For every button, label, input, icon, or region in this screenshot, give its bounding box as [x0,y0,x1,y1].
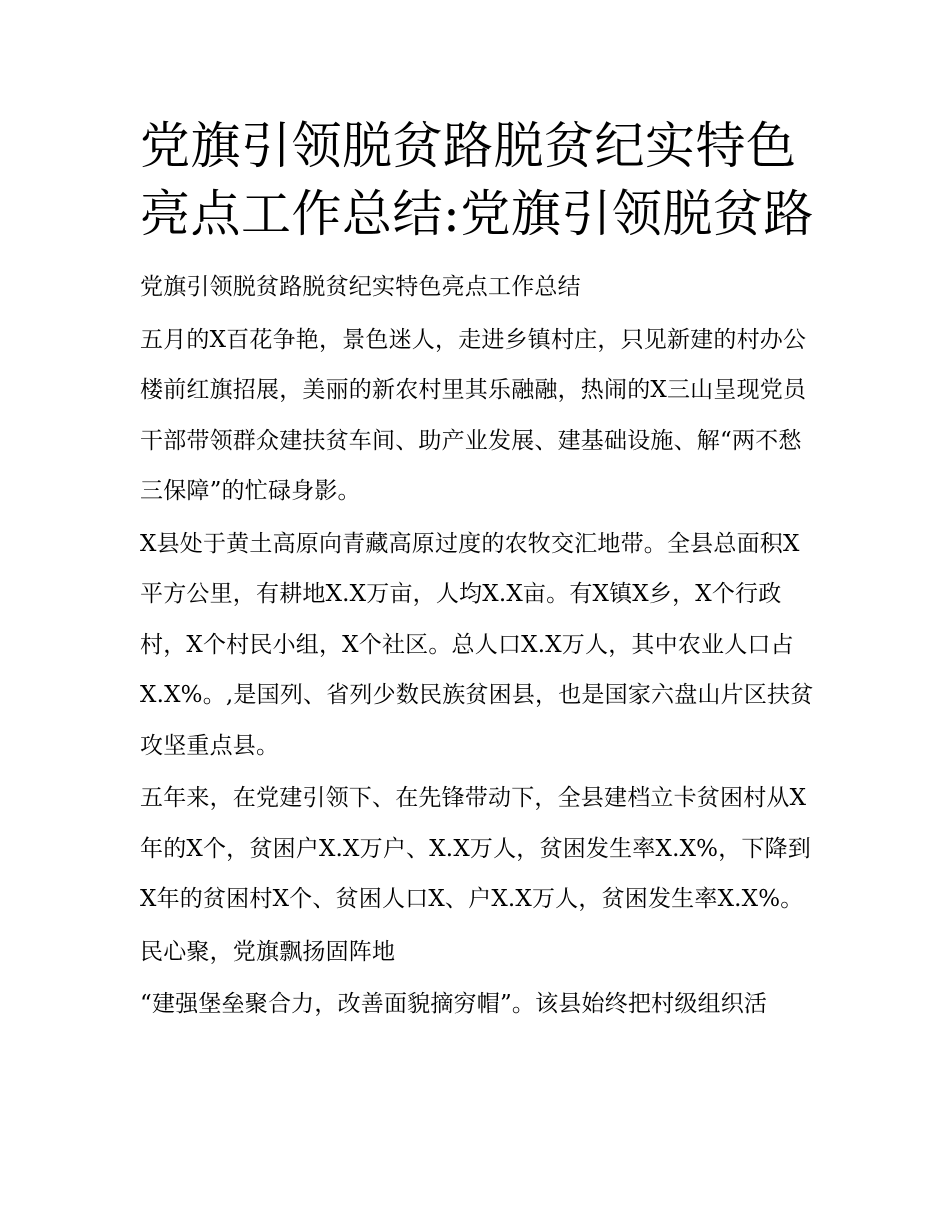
section-heading: 民心聚，党旗飘扬固阵地 [140,938,396,965]
paragraph-intro: 五月的X百花争艳，景色迷人，走进乡镇村庄，只见新建的村办公楼前红旗招展，美丽的新农村里其乐融融，热闹的X三山呈现党员干部带领群众建扶贫车间、助产业发展、建基础设施、解“两不愁三保障”的忙碌身影。 [140,326,807,504]
paragraph-five-years: 五年来，在党建引领下、在先锋带动下，全县建档立卡贫困村从X年的X个，贫困户X.X万户、X.X万人，贫困发生率X.X%，下降到X年的贫困村X个、贫困人口X、户X.X万人，贫困发生率X.X%。 [140,785,812,912]
paragraph-subtitle: 党旗引领脱贫路脱贫纪实特色亮点工作总结 [140,274,581,300]
document-content [140,112,820,1032]
paragraph-section-start: “建强堡垒聚合力，改善面貌摘穷帽”。该县始终把村级组织活 [140,991,768,1017]
document-body [140,262,820,1030]
document-title: 党旗引领脱贫路脱贫纪实特色亮点工作总结:党旗引领脱贫路 [140,117,814,243]
paragraph-county-overview: X县处于黄土高原向青藏高原过度的农牧交汇地带。全县总面积X平方公里，有耕地X.X万亩，人均X.X亩。有X镇X乡，X个行政村，X个村民小组，X个社区。总人口X.X万人，其中农业人口占X.X%。,是国列、省列少数民族贫困县，也是国家六盘山片区扶贫攻坚重点县。 [140,530,814,759]
